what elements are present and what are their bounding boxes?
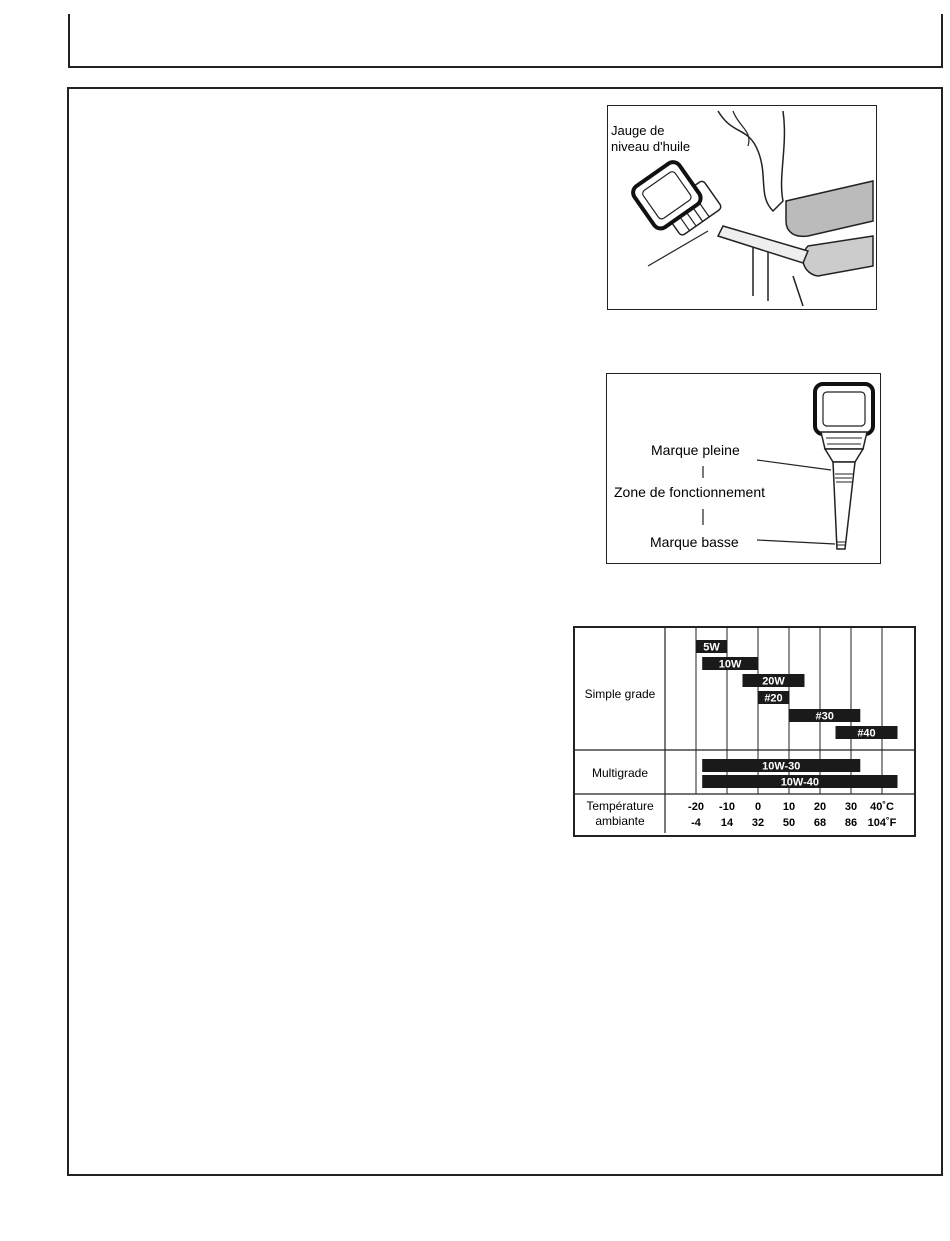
ambient-label: ambiante (595, 814, 645, 828)
viscosity-chart-svg (575, 628, 914, 835)
dipstick-marks-figure (606, 373, 881, 564)
viscosity-bar-label: 10W-30 (762, 760, 801, 773)
fahrenheit-tick-label: 86 (844, 817, 858, 829)
fahrenheit-tick-label: 104˚F (867, 817, 897, 829)
celsius-tick-label: 0 (754, 801, 762, 813)
dipstick-marks-drawing (607, 374, 880, 563)
viscosity-bar-label: 5W (703, 641, 720, 654)
temperature-label: Température (586, 799, 654, 813)
celsius-tick-label: 40˚C (870, 801, 894, 813)
full-mark-label: Marque pleine (651, 442, 740, 458)
low-mark-label: Marque basse (650, 534, 739, 550)
celsius-tick-label: -20 (688, 801, 704, 813)
viscosity-bar-label: #30 (815, 710, 834, 723)
oil-viscosity-chart (573, 626, 916, 837)
fahrenheit-tick-label: 50 (782, 817, 796, 829)
fahrenheit-tick-label: 14 (720, 817, 734, 829)
fahrenheit-tick-label: 32 (751, 817, 765, 829)
dipstick-location-figure (607, 105, 877, 310)
viscosity-bar-label: #20 (764, 692, 783, 705)
dipstick-label: Jauge de niveau d'huile (611, 123, 691, 154)
celsius-tick-label: 10 (782, 801, 796, 813)
celsius-tick-label: 20 (813, 801, 827, 813)
operating-zone-label: Zone de fonctionnement (614, 484, 765, 500)
viscosity-bar-label: 20W (762, 675, 785, 688)
fahrenheit-tick-label: 68 (813, 817, 827, 829)
viscosity-bar-label: #40 (857, 727, 876, 740)
header-box (68, 14, 943, 68)
multigrade-label: Multigrade (591, 766, 649, 780)
viscosity-bar-label: 10W (718, 658, 742, 671)
viscosity-bar-label: 10W-40 (780, 776, 819, 789)
fahrenheit-tick-label: -4 (691, 817, 701, 829)
celsius-tick-label: 30 (844, 801, 858, 813)
celsius-tick-label: -10 (719, 801, 735, 813)
simple-grade-label: Simple grade (584, 687, 656, 701)
